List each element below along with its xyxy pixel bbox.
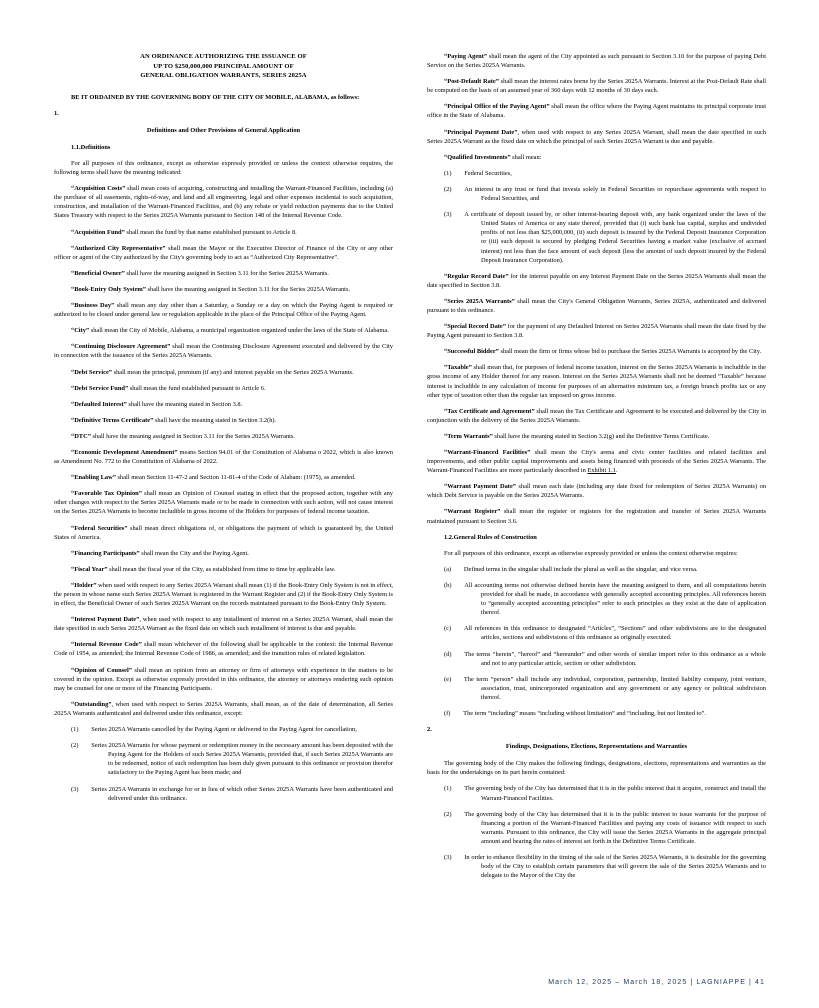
- definition-term: “Warrant Register”: [444, 508, 501, 516]
- definition-term: “Authorized City Representative”: [71, 244, 166, 252]
- definition-text: shall mean the Continuing Disclosure Agreement executed and delivered by the City in connection with the issuance of the Series 2025A Warrants.: [54, 343, 393, 360]
- definition-paragraph: [54, 581, 393, 608]
- subsection-1-2-intro: For all purposes of this ordinance, except as otherwise expressly provided or unless the context otherwise requires:: [444, 549, 738, 557]
- paragraph-number: (c): [444, 625, 452, 633]
- construction-rules-list: [427, 565, 766, 718]
- definition-term: “Principal Office of the Paying Agent”: [444, 103, 550, 111]
- definition-term: “Debt Service Fund”: [71, 384, 129, 392]
- title-line-3: GENERAL OBLIGATION WARRANTS, SERIES 2025A: [140, 72, 307, 80]
- paragraph-number: (2): [444, 810, 452, 818]
- definition-text: shall mean the City of Mobile, Alabama, a municipal organization organized under the laws of the State of Alabama.: [89, 327, 389, 335]
- definition-text: shall mean that, for purposes of federal income taxation, interest on the Series 2025A Warrants is includible in the gross income of any Holder thereof for any reason. Interest on the Series 2025A Warrants shall not be deemed “Taxable” because interest is includible in any calculation of income for purposes of an alternative minimum tax, a foreign branch profits tax or any other type of taxation other than the regular tax imposed on gross income.: [427, 364, 766, 399]
- numbered-paragraph: [427, 810, 766, 846]
- numbered-paragraph: [54, 725, 393, 734]
- outstanding-exceptions-left: [54, 725, 393, 803]
- definition-paragraph: [427, 153, 766, 162]
- definition-term: “Holder”: [71, 581, 97, 589]
- definition-text: shall mean any day other than a Saturday, a Sunday or a day on which the Paying Agent is required or authorized to be closed under general law or regulation applicable in the place of the Principal Office of the Paying Agent.: [54, 302, 393, 319]
- definition-term: “Defaulted Interest”: [71, 400, 127, 408]
- definition-term: “Term Warrants”: [444, 432, 493, 440]
- definition-text: shall have the meaning assigned in Section 3.11 for the Series 2025A Warrants.: [90, 432, 296, 440]
- section-2-heading: Findings, Designations, Elections, Representations and Warranties: [505, 743, 688, 751]
- paragraph-text: Series 2025A Warrants cancelled by the Paying Agent or delivered to the Paying Agent for cancellation,: [91, 726, 357, 734]
- definition-paragraph: [54, 565, 393, 574]
- definition-paragraph: [54, 700, 393, 718]
- definition-text: shall have the meaning stated in Section 3.2(h).: [153, 416, 277, 424]
- title-line-1: AN ORDINANCE AUTHORIZING THE ISSUANCE OF: [140, 53, 307, 60]
- definition-text: shall mean the firm or firms whose bid to purchase the Series 2025A Warrants is accepted by the City.: [498, 348, 762, 356]
- definition-paragraph: [54, 489, 393, 516]
- definition-paragraph: [54, 416, 393, 425]
- definition-term: “Enabling Law”: [71, 474, 116, 482]
- numbered-paragraph: [427, 185, 766, 203]
- definition-term: “Post-Default Rate”: [444, 78, 499, 86]
- definition-term: “City”: [71, 327, 90, 335]
- definition-paragraph: [54, 400, 393, 409]
- definition-term: “Warrant-Financed Facilities”: [444, 449, 531, 456]
- paragraph-text: In order to enhance flexibility in the timing of the sale of the Series 2025A Warrants, it is desirable for the governing body of the City to establish certain parameters that will govern the sale of the Series 2025A Warrants and to delegate to the Mayor of the City the: [464, 854, 766, 880]
- definition-paragraph: [54, 640, 393, 658]
- definition-term: “Special Record Date”: [444, 323, 506, 331]
- definition-term: “Paying Agent”: [444, 53, 488, 60]
- definition-paragraph: [54, 244, 393, 262]
- definition-term: “Continuing Disclosure Agreement”: [71, 343, 171, 351]
- section-2-intro: The governing body of the City makes the following findings, designations, elections, representations and warranties as the basis for the undertakings on its part herein contained:: [427, 760, 766, 777]
- definition-text: shall mean the City and the Paying Agent.: [139, 549, 249, 557]
- numbered-paragraph: [427, 581, 766, 617]
- definition-term: “Definitive Terms Certificate”: [71, 416, 154, 424]
- paragraph-number: (3): [444, 211, 452, 219]
- numbered-paragraph: [427, 675, 766, 702]
- definitions-list-right-top: [427, 52, 766, 162]
- definition-text: shall mean the register or registers for the registration and transfer of Series 2025A Warrants maintained pursuant to Section 3.6.: [427, 508, 767, 525]
- definition-paragraph: [427, 507, 766, 525]
- page-footer: [54, 979, 765, 986]
- definition-term: “Series 2025A Warrants”: [444, 297, 515, 305]
- definition-term: “Internal Revenue Code”: [71, 641, 142, 649]
- definition-text: shall mean the interest rates borne by the Series 2025A Warrants. Interest at the Post-Default Rate shall be computed on the basis of an assumed year of 360 days with 12 months of 30 days each.: [427, 78, 766, 95]
- definition-paragraph: [54, 615, 393, 633]
- definition-paragraph: [54, 384, 393, 393]
- numbered-paragraph: [427, 624, 766, 642]
- paragraph-number: (1): [444, 169, 452, 177]
- paragraph-text: The term “including” means “including without limitation” and “including, but not limited to”.: [463, 709, 706, 717]
- paragraph-number: (1): [444, 785, 452, 793]
- definition-term: “Debt Service”: [71, 368, 112, 376]
- footer-publication: LAGNIAPPE: [696, 979, 746, 986]
- definition-paragraph: [54, 326, 393, 335]
- definition-text: shall mean costs of acquiring, constructing and installing the Warrant-Financed Facilities, including (a) the purchase of all easements, rights-of-way, and land and all engineering, legal and other expenses incidental to such acquisition, construction, and installation of the Warrant-Financed Facilities, and (b) any rebate or yield reduction payments due to the United States Treasury with respect to the Series 2025A Warrants pursuant to Section 148 of the Internal Revenue Code.: [54, 185, 393, 220]
- paragraph-number: (2): [444, 185, 452, 193]
- definition-text: shall mean the Mayor or the Executive Director of Finance of the City or any other officer or agent of the City authorized by the City's governing body to act as “Authorized City Representative”.: [54, 244, 393, 261]
- definition-paragraph: [54, 368, 393, 377]
- paragraph-text: Series 2025A Warrants for whose payment or redemption money in the necessary amount has been deposited with the Paying Agent for the Holders of such Series 2025A Warrants, provided that, if such Series 2025A Warrants are to be redeemed, notice of such redemption has been duly given pursuant to this ordinance or provision therefor satisfactory to the Paying Agent has been made; and: [91, 742, 393, 777]
- paragraph-text: The governing body of the City has determined that it is in the public interest that it acquire, construct and install the Warrant-Financed Facilities.: [464, 785, 766, 802]
- footer-page-number: 41: [755, 979, 765, 986]
- numbered-paragraph: [54, 785, 393, 803]
- paragraph-number: (f): [444, 709, 451, 717]
- definition-paragraph: [54, 666, 393, 693]
- definition-paragraph: [54, 301, 393, 319]
- section-1-heading: Definitions and Other Provisions of General Application: [146, 126, 301, 134]
- definition-term: “Federal Securities”: [71, 524, 128, 532]
- definition-term: “Regular Record Date”: [444, 272, 509, 280]
- definition-term: “Taxable”: [444, 364, 472, 372]
- section-1-number: 1.: [54, 109, 59, 117]
- definition-paragraph: [54, 448, 393, 466]
- paragraph-number: (d): [444, 650, 452, 658]
- definition-text: , when used with respect to any installment of interest on a Series 2025A Warrant, shall mean the date specified in such Series 2025A Warrant as the fixed date on which such installment of interest is due and payable.: [54, 616, 393, 633]
- numbered-paragraph: [54, 741, 393, 777]
- definition-term: “Favorable Tax Opinion”: [71, 490, 142, 498]
- definition-text: shall mean the office where the Paying Agent maintains its principal corporate trust office in the State of Alabama.: [427, 103, 766, 120]
- definition-text: means Section 94.01 of the Constitution of Alabama o 2022, which is also known as Amendment No. 772 to the Constitution of Alabama of 2022.: [54, 448, 393, 466]
- numbered-paragraph: [427, 169, 766, 178]
- definition-text: shall mean the fiscal year of the City, as established from time to time by applicable law.: [107, 565, 336, 573]
- numbered-paragraph: [427, 210, 766, 265]
- footer-separator: |: [690, 979, 694, 986]
- subsection-1-1-intro: For all purposes of this ordinance, except as otherwise expressly provided or unless the context otherwise requires, the following terms shall have the meaning indicated:: [54, 160, 393, 177]
- definition-paragraph: [54, 184, 393, 220]
- paragraph-text: Defined terms in the singular shall include the plural as well as the singular, and vice versa.: [463, 565, 698, 573]
- paragraph-text: The terms “herein”, “hereof” and “hereunder” and other words of similar import refer to this ordinance as a whole and not to any particular article, section or other subdivision.: [464, 650, 766, 667]
- paragraph-text: The term “person” shall include any individual, corporation, partnership, limited liability company, joint venture, association, trust, unincorporated organization and any government or any agency or political subdivision thereof.: [463, 675, 766, 701]
- definition-text: shall have the meaning assigned in Section 3.11 for the Series 2025A Warrants.: [124, 269, 329, 277]
- definition-paragraph: [427, 322, 766, 340]
- definition-term: “Warrant Payment Date”: [444, 483, 516, 491]
- definition-term: “Beneficial Owner”: [71, 269, 125, 277]
- definition-text: shall mean the agent of the City appointed as such pursuant to Section 3.10 for the purpose of paying Debt Service on the Series 2025A Warrants.: [427, 53, 766, 70]
- definition-paragraph: [427, 102, 766, 120]
- numbered-paragraph: [427, 650, 766, 668]
- definition-term: “DTC”: [71, 432, 91, 440]
- enacting-clause: [54, 93, 393, 102]
- definition-paragraph: [427, 347, 766, 356]
- definition-paragraph: [427, 432, 766, 441]
- definition-paragraph: [427, 448, 766, 475]
- definition-text: shall have the meaning assigned in Section 3.11 for the Series 2025A Warrants.: [145, 285, 351, 293]
- paragraph-text: Series 2025A Warrants in exchange for or in lieu of which other Series 2025A Warrants have been authenticated and delivered under this ordinance.: [91, 785, 393, 802]
- paragraph-number: (a): [444, 565, 452, 573]
- definition-paragraph: [427, 52, 766, 70]
- definition-text: shall have the meaning stated in Section 3.2(g) and the Definitive Terms Certificate.: [492, 432, 710, 440]
- paragraph-text: An interest in any trust or fund that invests solely in Federal Securities or repurchase agreements with respect to Federal Securities, and: [464, 185, 766, 203]
- paragraph-number: (1): [71, 726, 79, 734]
- definition-term: “Outstanding”: [71, 700, 112, 708]
- definition-term: “Tax Certificate and Agreement”: [444, 407, 535, 415]
- definition-text: when used with respect to any Series 2025A Warrant shall mean (1) if the Book-Entry Only System is not in effect, the person in whose name such Series 2025A Warrant is registered in the Warrant Register and (2) if the Book-Entry Only System is in effect, the Beneficial Owner of such Series 2025A Warrant on the records maintained pursuant to the Book-Entry Only System.: [54, 581, 393, 608]
- paragraph-number: (3): [444, 854, 452, 861]
- definition-paragraph: [54, 432, 393, 441]
- subsection-1-1-heading: 1.1.Definitions: [71, 143, 111, 151]
- enacting-clause-text: BE IT ORDAINED BY THE GOVERNING BODY OF THE CITY OF MOBILE, ALABAMA, as follows:: [71, 93, 360, 101]
- definition-text: shall mean Section 11-47-2 and Section 11-81-4 of the Code of Alabam: (1975), as amended.: [115, 474, 356, 482]
- definition-paragraph: [427, 482, 766, 500]
- ordinance-title: [54, 52, 393, 81]
- paragraph-number: (3): [71, 785, 79, 793]
- definition-term: “Opinion of Counsel”: [71, 666, 132, 674]
- definition-text: shall mean the fund established pursuant to Article 6.: [128, 384, 266, 392]
- definition-text: shall mean:: [510, 153, 542, 161]
- definition-term: “Financing Participants”: [71, 549, 140, 557]
- definition-term: “Successful Bidder”: [444, 348, 499, 356]
- definition-paragraph: [427, 363, 766, 399]
- definition-paragraph: [54, 342, 393, 360]
- definition-text: , when used with respect to any Series 2025A Warrant, shall mean the date specified in such Series 2025A Warrant as the fixed date on which the principal of such Series 2025A Warrant is due and payable.: [427, 128, 766, 145]
- title-line-2: UP TO $250,000,000 PRINCIPAL AMOUNT OF: [153, 62, 294, 70]
- numbered-paragraph: [427, 784, 766, 802]
- definition-term: “Qualified Investments”: [444, 153, 511, 161]
- definition-paragraph: [427, 407, 766, 425]
- definition-text: , when used with respect to Series 2025A Warrants, shall mean, as of the date of determination, all Series 2025A Warrants authenticated and delivered under this ordinance, except:: [54, 700, 393, 717]
- paragraph-text: All accounting terms not otherwise defined herein have the meaning assigned to them, and all computations herein provided for shall be made, in accordance with generally accepted accounting principles. All references herein to “generally accepted accounting principles” refer to such principles as they exist at the date of application thereof.: [464, 581, 766, 617]
- right-column: [427, 52, 766, 957]
- definition-text: shall mean the fund by that name established pursuant to Article 8.: [124, 228, 297, 236]
- definition-term: “Book-Entry Only System”: [71, 285, 146, 293]
- definition-paragraph: [54, 228, 393, 237]
- definition-paragraph: [54, 269, 393, 278]
- subsection-1-2-heading: 1.2.General Rules of Construction: [444, 533, 537, 541]
- definition-paragraph: [427, 272, 766, 290]
- paragraph-number: (2): [71, 742, 79, 750]
- two-column-layout: [54, 52, 766, 957]
- definition-paragraph: [54, 524, 393, 542]
- paragraph-text: All references in this ordinance to designated “Articles”, “Sections” and other subdivisions are to the designated articles, sections and subdivisions of this ordinance as originally executed.: [463, 625, 766, 642]
- definition-term: “Principal Payment Date”: [444, 128, 518, 136]
- paragraph-text: The governing body of the City has determined that it is in the public interest to issue warrants for the purpose of financing a portion of the Warrant-Financed Facilities and paying any costs of issuance with respect to such warrants. Pursuant to this ordinance, the City will issue the Series 2025A Warrants in the aggregate principal amount and bearing the rates of interest set forth in the Definitive Terms Certificate.: [464, 810, 766, 845]
- definitions-list-right-rest: [427, 272, 766, 526]
- definition-text: shall have the meaning stated in Section 3.8.: [126, 400, 243, 408]
- definition-paragraph: [427, 297, 766, 315]
- definition-paragraph: [427, 128, 766, 146]
- numbered-paragraph: [427, 565, 766, 574]
- definition-term: “Interest Payment Date”: [71, 616, 140, 624]
- definition-paragraph: [54, 549, 393, 558]
- footer-separator-2: |: [749, 979, 752, 986]
- definition-text: shall mean the Tax Certificate and Agreement to be executed and delivered by the City in conjunction with the delivery of the Series 2025A Warrants.: [427, 407, 766, 424]
- definition-term: “Acquisition Costs”: [71, 185, 126, 193]
- definition-text: for the interest payable on any Interest Payment Date on the Series 2025A Warrants shall mean the date specified in Section 3.8.: [427, 272, 766, 289]
- definition-paragraph: [427, 77, 766, 95]
- definition-paragraph: [54, 473, 393, 482]
- definitions-list-left: [54, 184, 393, 718]
- definition-paragraph: [54, 285, 393, 294]
- definition-text: shall mean each date (including any date fixed for redemption of Series 2025A Warrants) on which Debt Service is payable on the Series 2025A Warrants.: [427, 483, 767, 500]
- paragraph-number: (b): [444, 581, 452, 589]
- paragraph-text: Federal Securities,: [464, 169, 512, 177]
- definition-text: shall mean the City's General Obligation Warrants, Series 2025A, authenticated and delivered pursuant to this ordinance.: [427, 297, 766, 314]
- definition-term: “Acquisition Fund”: [71, 228, 125, 236]
- qualified-investments-list: [427, 169, 766, 265]
- definition-text: shall mean direct obligations of, or obligations the payment of which is guaranteed by, the United States of America.: [54, 524, 394, 541]
- definition-text: shall mean whichever of the following shall be applicable in the context: the Internal Revenue Code of 1954, as amended; the Internal Revenue Code of 1986, as amended; and the transition rules of related legislation.: [54, 641, 393, 658]
- definition-text: shall mean the City's arena and civic center facilities and related facilities and improvements, and other public capital improvements and assets being financed with proceeds of the Series 2025A Warrants. The Warrant-Financed Facilities are more particularly described in Exhibit 1.1.: [427, 449, 766, 475]
- left-column: [54, 52, 393, 957]
- definition-term: “Economic Development Amendment”: [71, 448, 178, 456]
- numbered-paragraph: [427, 853, 766, 880]
- definition-term: “Fiscal Year”: [71, 565, 108, 573]
- definition-term: “Business Day”: [71, 302, 115, 310]
- footer-date-range: March 12, 2025 – March 18, 2025: [548, 979, 688, 986]
- paragraph-text: A certificate of deposit issued by, or other interest-bearing deposit with, any bank organized under the laws of the United States of America or any state thereof, provided that (i) such bank has capital, surplus and undivided profits of not less than $25,000,000, (ii) such deposit is insured by the Federal Deposit Insurance Corporation or (iii) such deposit is secured by pledging Federal Securities having a market value (exclusive of accrued interest) not less than the face amount of such deposit (less the amount of such deposit insured by the Federal Deposit Insurance Corporation).: [464, 211, 766, 264]
- section-2-number: 2.: [427, 726, 432, 734]
- numbered-paragraph: [427, 709, 766, 718]
- paragraph-number: (e): [444, 675, 452, 683]
- definition-text: shall mean an opinion from an attorney or firm of attorneys with experience in the matters to be covered in the opinion. Except as otherwise expressly provided in this ordinance, the attorney or attorneys rendering such opinion may be counsel for one or more of the Financing Participants.: [54, 666, 393, 692]
- section-2-items-list: [427, 784, 766, 880]
- definition-text: shall mean the principal, premium (if any) and interest payable on the Series 2025A Warrants.: [112, 368, 354, 376]
- definition-text: for the payment of any Defaulted Interest on Series 2025A Warrants shall mean the date fixed by the Paying Agent pursuant to Section 3.8.: [427, 323, 767, 340]
- definition-text: shall mean an Opinion of Counsel stating in effect that the proposed action, together with any other changes with respect to the Series 2025A Warrants made or to be made in connection with such action, will not cause interest on the Series 2025A Warrants to become includible in gross income of the Holders for purposes of federal income taxation.: [54, 490, 393, 516]
